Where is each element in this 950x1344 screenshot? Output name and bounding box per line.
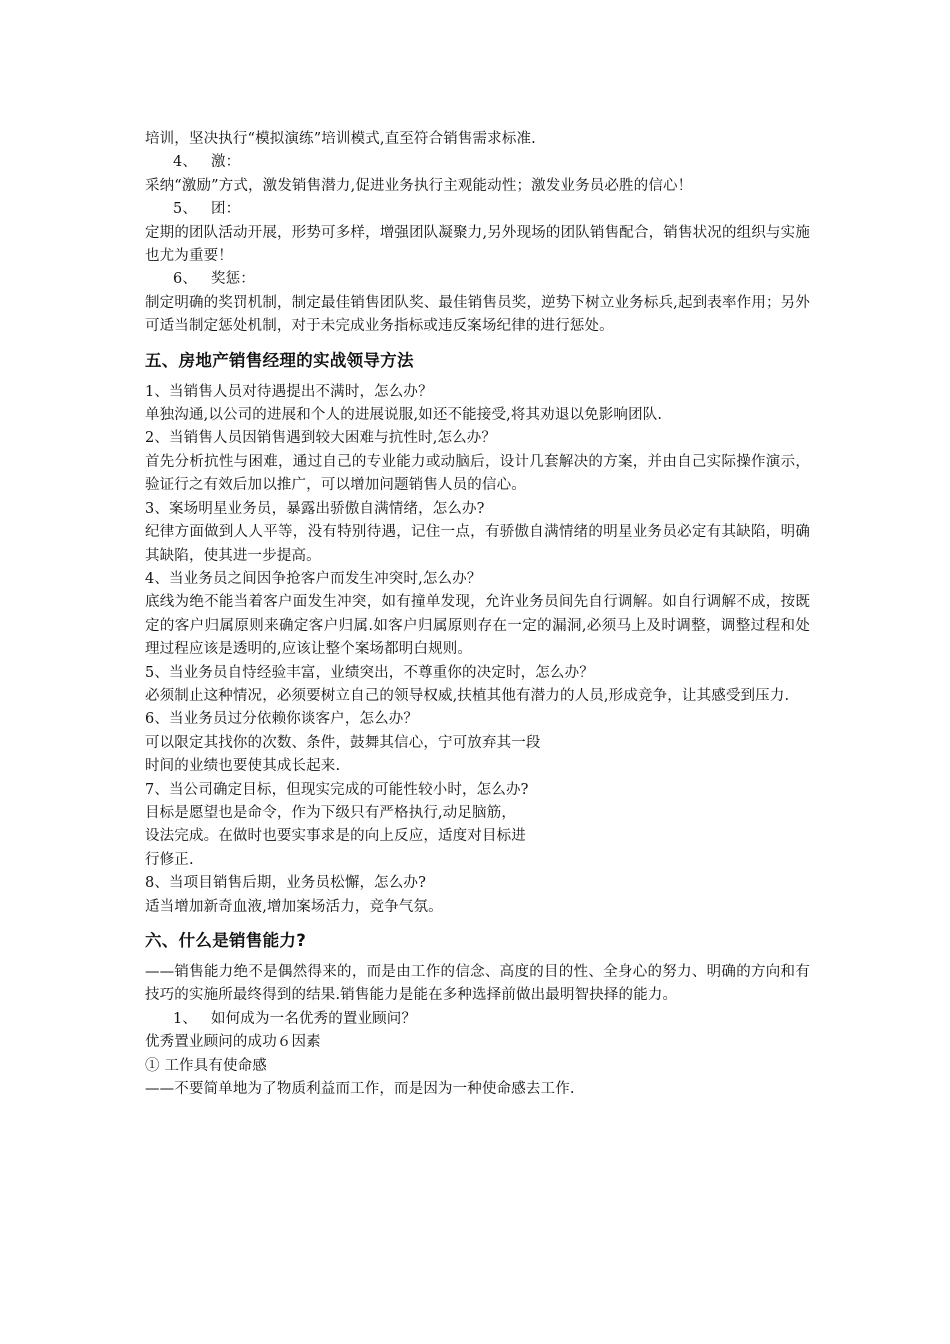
paragraph: 采纳“激励”方式，激发销售潜力,促进业务执行主观能动性；激发业务员必胜的信心！ bbox=[145, 177, 693, 194]
list-number: 1、 bbox=[173, 1010, 198, 1027]
answer-line: 时间的业绩也要使其成长起来. bbox=[145, 758, 341, 775]
question: 2、当销售人员因销售遇到较大困难与抗性时,怎么办？ bbox=[145, 430, 497, 447]
list-label: 激： bbox=[211, 154, 241, 171]
question: 7、当公司确定目标，但现实完成的可能性较小时，怎么办? bbox=[145, 781, 529, 798]
list-item bbox=[145, 268, 810, 291]
list-item bbox=[145, 198, 810, 221]
answer: 纪律方面做到人人平等，没有特别待遇，记住一点，有骄傲自满情绪的明星业务员必定有其缺陷，明确其缺陷，使其进一步提高。 bbox=[145, 524, 810, 564]
list-item bbox=[145, 151, 810, 174]
paragraph: ——销售能力绝不是偶然得来的，而是由工作的信念、高度的目的性、全身心的努力、明确的方向和有技巧的实施所最终得到的结果.销售能力是能在多种选择前做出最明智抉择的能力。 bbox=[145, 964, 810, 1004]
answer-line: 目标是愿望也是命令，作为下级只有严格执行,动足脑筋， bbox=[145, 804, 517, 821]
paragraph: ——不要简单地为了物质利益而工作，而是因为一种使命感去工作. bbox=[145, 1081, 575, 1098]
list-number: 5、 bbox=[173, 201, 198, 218]
paragraph: 定期的团队活动开展，形势可多样，增强团队凝聚力,另外现场的团队销售配合，销售状况的组织与实施也尤为重要！ bbox=[145, 224, 810, 265]
question: 8、当项目销售后期，业务员松懈，怎么办? bbox=[145, 875, 426, 892]
question: 4、当业务员之间因争抢客户而发生冲突时,怎么办？ bbox=[145, 570, 482, 587]
list-label: 团： bbox=[211, 201, 241, 218]
question: 5、当业务员自恃经验丰富，业绩突出，不尊重你的决定时，怎么办？ bbox=[145, 664, 594, 681]
question: 6、当业务员过分依赖你谈客户，怎么办？ bbox=[145, 711, 419, 728]
answer-line: 设法完成。在做时也要实事求是的向上反应，适度对目标进 bbox=[145, 828, 526, 845]
paragraph: 培训，坚决执行“模拟演练”培训模式,直至符合销售需求标准. bbox=[145, 131, 536, 147]
answer: 首先分析抗性与困难，通过自己的专业能力或动脑后，设计几套解决的方案，并由自己实际操作演示，验证行之有效后加以推广，可以增加问题销售人员的信心。 bbox=[145, 453, 810, 494]
list-label: 奖惩： bbox=[211, 271, 255, 288]
answer-line: 行修正. bbox=[145, 851, 194, 868]
paragraph: ① 工作具有使命感 bbox=[145, 1057, 267, 1074]
answer: 单独沟通,以公司的进展和个人的进展说服,如还不能接受,将其劝退以免影响团队. bbox=[145, 407, 663, 424]
question: 1、当销售人员对待遇提出不满时，怎么办？ bbox=[145, 383, 433, 400]
answer: 适当增加新奇血液,增加案场活力，竞争气氛。 bbox=[145, 898, 443, 915]
paragraph: 优秀置业顾问的成功６因素 bbox=[145, 1034, 321, 1051]
section-heading: 五、房地产销售经理的实战领导方法 bbox=[145, 350, 414, 370]
list-number: 4、 bbox=[173, 154, 198, 171]
paragraph: 制定明确的奖罚机制，制定最佳销售团队奖、最佳销售员奖，逆势下树立业务标兵,起到表率作用；另外可适当制定惩处机制，对于未完成业务指标或违反案场纪律的进行惩处。 bbox=[145, 294, 810, 335]
answer-line: 可以限定其找你的次数、条件，鼓舞其信心，宁可放弃其一段 bbox=[145, 734, 541, 751]
question: 3、案场明星业务员，暴露出骄傲自满情绪，怎么办? bbox=[145, 500, 485, 517]
list-number: 6、 bbox=[173, 271, 198, 288]
section-heading: 六、什么是销售能力? bbox=[145, 931, 307, 950]
document-body bbox=[145, 128, 810, 1101]
list-label: 如何成为一名优秀的置业顾问？ bbox=[211, 1010, 417, 1027]
answer: 底线为绝不能当着客户面发生冲突，如有撞单发现，允许业务员间先自行调解。如自行调解不成，按既定的客户归属原则来确定客户归属.如客户归属原则存在一定的漏洞,必须马上及时调整，调整过程和处理过程应该是透明的,应该让整个案场都明白规则。 bbox=[145, 594, 810, 658]
answer: 必须制止这种情况，必须要树立自己的领导权威,扶植其他有潜力的人员,形成竞争，让其感受到压力. bbox=[145, 687, 790, 704]
list-item bbox=[145, 1008, 810, 1031]
